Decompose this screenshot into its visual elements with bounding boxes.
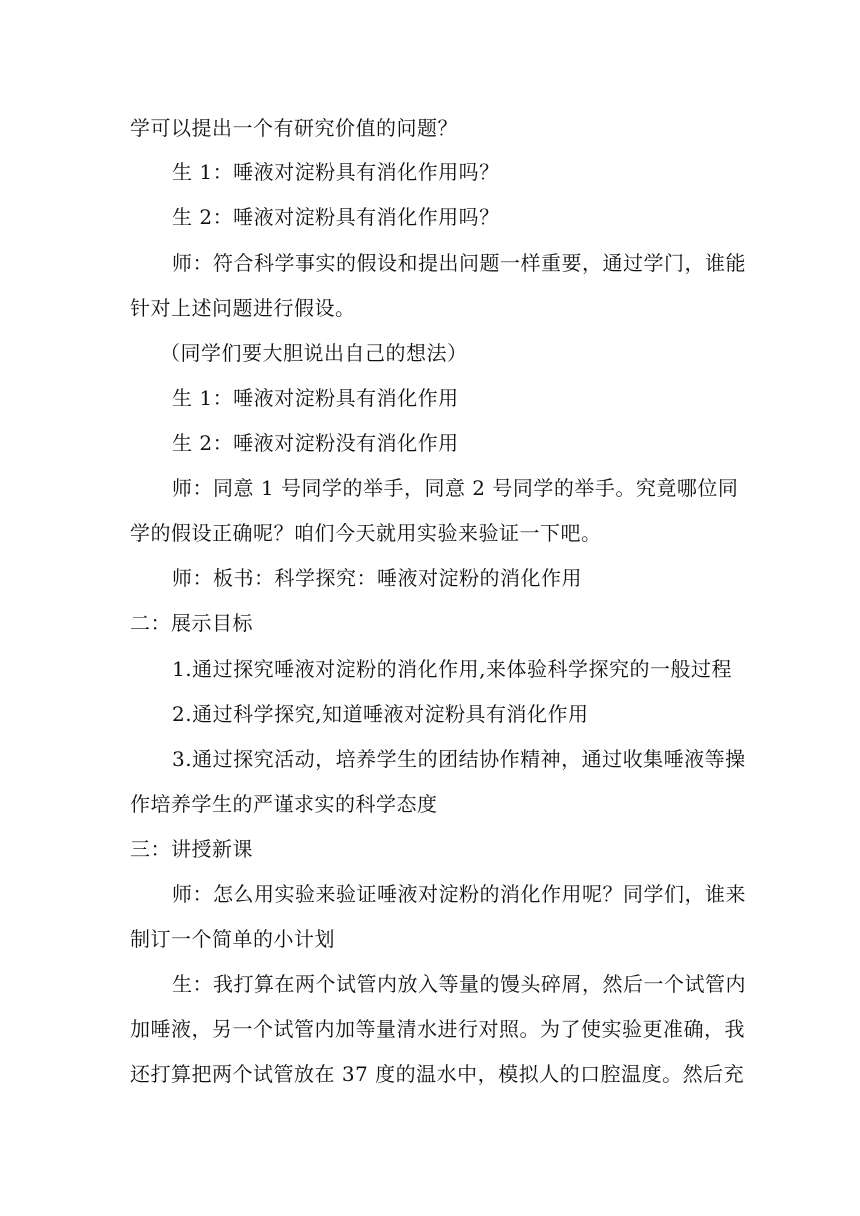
section-heading: 二：展示目标 <box>130 611 253 635</box>
text-line: 生 2：唾液对淀粉具有消化作用吗？ <box>172 205 500 229</box>
section-heading: 三：讲授新课 <box>130 837 253 861</box>
text-line: 加唾液，另一个试管内加等量清水进行对照。为了使实验更准确，我 <box>130 1017 745 1041</box>
text-line: 生 2：唾液对淀粉没有消化作用 <box>172 431 459 455</box>
text-line: 针对上述问题进行假设。 <box>130 296 356 320</box>
text-line: 师：怎么用实验来验证唾液对淀粉的消化作用呢？同学们，谁来 <box>172 882 746 906</box>
text-line: 生：我打算在两个试管内放入等量的馒头碎屑，然后一个试管内 <box>172 972 746 996</box>
text-line: 1.通过探究唾液对淀粉的消化作用,来体验科学探究的一般过程 <box>172 657 732 681</box>
text-line: 师：板书：科学探究：唾液对淀粉的消化作用 <box>172 566 582 590</box>
text-line: 3.通过探究活动，培养学生的团结协作精神，通过收集唾液等操 <box>172 747 746 771</box>
text-line: 学可以提出一个有研究价值的问题？ <box>130 116 458 140</box>
text-line: 师：同意 1 号同学的举手，同意 2 号同学的举手。究竟哪位同 <box>172 476 739 500</box>
text-line: 学的假设正确呢？咱们今天就用实验来验证一下吧。 <box>130 521 602 545</box>
text-line: 制订一个简单的小计划 <box>130 927 335 951</box>
text-line: 作培养学生的严谨求实的科学态度 <box>130 792 438 816</box>
text-line: 生 1：唾液对淀粉具有消化作用吗？ <box>172 160 500 184</box>
text-line: 还打算把两个试管放在 37 度的温水中，模拟人的口腔温度。然后充 <box>130 1062 745 1086</box>
text-line: 生 1：唾液对淀粉具有消化作用 <box>172 386 459 410</box>
text-line: 师：符合科学事实的假设和提出问题一样重要，通过学门，谁能 <box>172 251 746 275</box>
text-line: （同学们要大胆说出自己的想法） <box>160 341 468 365</box>
text-line: 2.通过科学探究,知道唾液对淀粉具有消化作用 <box>172 702 589 726</box>
